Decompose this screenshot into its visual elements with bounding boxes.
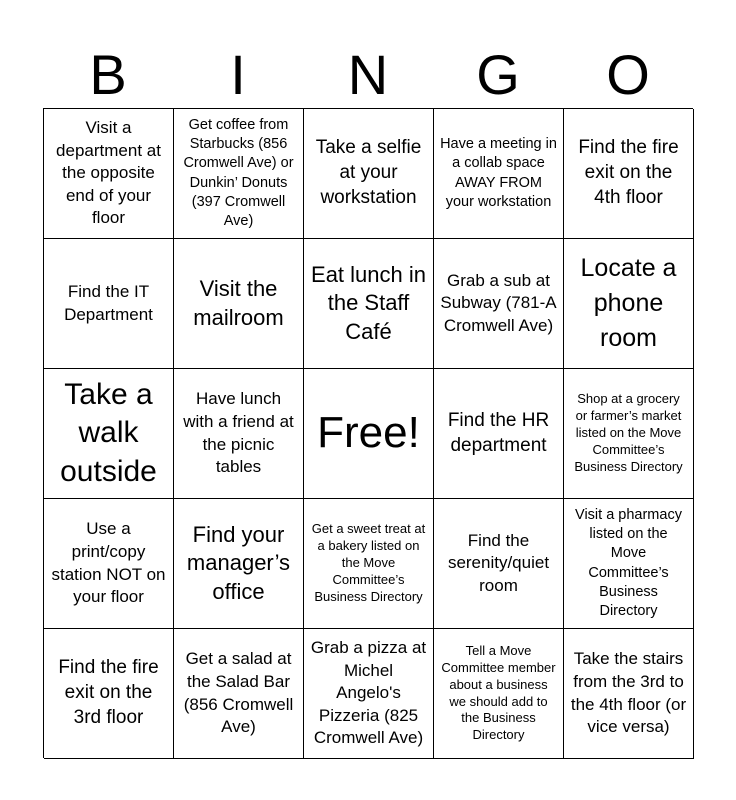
bingo-cell[interactable] (564, 239, 694, 369)
bingo-cell-text: Get a salad at the Salad Bar (856 Cromwell Ave) (183, 649, 294, 737)
bingo-cell-text: Visit a pharmacy listed on the Move Committee’s Business Directory (575, 506, 682, 620)
bingo-cell[interactable] (304, 629, 434, 759)
header-letter-i: I (230, 43, 246, 106)
bingo-cell-text: Find your manager’s office (186, 521, 291, 604)
bingo-board (43, 108, 693, 758)
bingo-cell[interactable] (304, 499, 434, 629)
bingo-cell[interactable] (304, 109, 434, 239)
bingo-cell[interactable] (44, 629, 174, 759)
bingo-cell-text: Take a walk outside (60, 377, 157, 488)
bingo-cell-text: Use a print/copy station NOT on your floor (51, 519, 166, 607)
bingo-cell[interactable] (564, 109, 694, 239)
bingo-cell[interactable] (44, 369, 174, 499)
bingo-cell[interactable] (304, 239, 434, 369)
bingo-cell-text: Visit the mailroom (193, 275, 284, 330)
bingo-cell-text: Get coffee from Starbucks (856 Cromwell Ave) or Dunkin’ Donuts (397 Cromwell Ave) (183, 116, 294, 230)
bingo-cell[interactable] (174, 369, 304, 499)
bingo-cell-text: Take a selfie at your workstation (315, 137, 422, 208)
header-letter-b: B (89, 43, 127, 106)
bingo-cell-text: Eat lunch in the Staff Café (311, 261, 426, 344)
bingo-header (43, 42, 693, 108)
bingo-cell-text: Find the serenity/quiet room (447, 530, 550, 595)
bingo-cell-text: Have lunch with a friend at the picnic tables (183, 389, 294, 477)
bingo-cell-text: Visit a department at the opposite end of your floor (56, 117, 161, 228)
bingo-cell[interactable] (564, 499, 694, 629)
free-space-text: Free! (317, 408, 420, 458)
bingo-cell-text: Grab a pizza at Michel Angelo's Pizzeria (825 Cromwell Ave) (310, 637, 427, 748)
bingo-cell-text: Find the IT Department (64, 281, 153, 324)
bingo-cell[interactable] (174, 499, 304, 629)
bingo-cell[interactable] (44, 109, 174, 239)
bingo-cell-text: Have a meeting in a collab space AWAY FROM your workstation (440, 135, 557, 210)
bingo-cell-text: Find the fire exit on the 4th floor (578, 137, 679, 208)
free-space-cell[interactable] (304, 369, 434, 499)
bingo-cell[interactable] (434, 239, 564, 369)
bingo-cell-text: Tell a Move Committee member about a business we should add to the Business Directory (441, 642, 556, 743)
bingo-cell[interactable] (434, 629, 564, 759)
header-letter-g: G (476, 43, 520, 106)
bingo-cell[interactable] (44, 239, 174, 369)
bingo-cell[interactable] (564, 369, 694, 499)
bingo-cell[interactable] (564, 629, 694, 759)
bingo-cell[interactable] (434, 499, 564, 629)
bingo-cell-text: Find the fire exit on the 3rd floor (58, 657, 159, 728)
bingo-cell[interactable] (434, 109, 564, 239)
bingo-cell-text: Locate a phone room (580, 254, 677, 352)
bingo-cell[interactable] (174, 629, 304, 759)
header-letter-n: N (347, 43, 389, 106)
bingo-cell-text: Find the HR department (447, 409, 550, 456)
bingo-cell-text: Shop at a grocery or farmer’s market listed on the Move Committee’s Business Directory (574, 391, 683, 474)
header-letter-o: O (606, 43, 650, 106)
bingo-cell-text: Grab a sub at Subway (781-A Cromwell Ave) (440, 270, 557, 335)
bingo-cell[interactable] (434, 369, 564, 499)
bingo-cell[interactable] (44, 499, 174, 629)
bingo-cell[interactable] (174, 239, 304, 369)
bingo-cell-text: Take the stairs from the 3rd to the 4th floor (or vice versa) (570, 649, 687, 737)
bingo-cell[interactable] (174, 109, 304, 239)
bingo-cell-text: Get a sweet treat at a bakery listed on the Move Committee’s Business Directory (311, 521, 426, 604)
